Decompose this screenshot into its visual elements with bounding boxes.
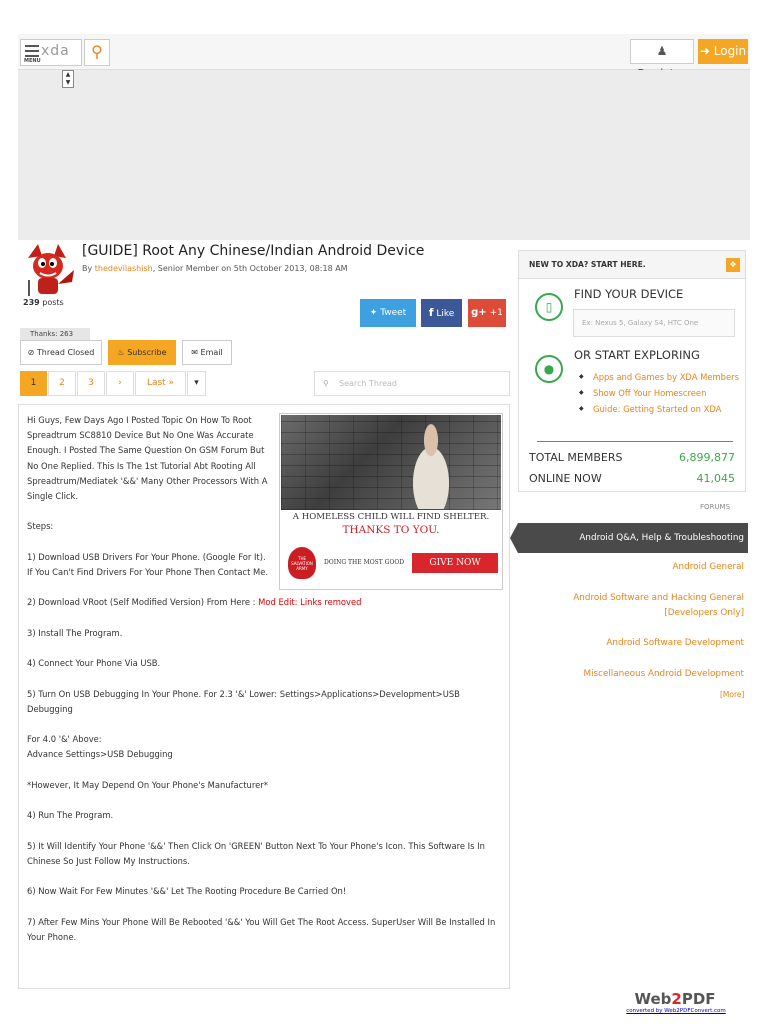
search-button[interactable] (84, 39, 110, 66)
more-forums-link[interactable]: [More] (720, 690, 745, 699)
page-1-button[interactable]: 1 (20, 371, 47, 396)
ad-headline: A HOMELESS CHILD WILL FIND SHELTER. (292, 512, 490, 522)
top-navigation-bar (18, 34, 750, 70)
ad-tagline: DOING THE MOST GOOD (324, 559, 405, 566)
explore-link-apps[interactable]: ◆ Apps and Games by XDA Members (579, 369, 739, 385)
thread-byline (82, 264, 348, 273)
thanks-count: Thanks: 263 (20, 328, 90, 340)
next-page-button[interactable]: › (106, 371, 134, 396)
web2pdf-link[interactable]: converted by Web2PDFConvert.com (626, 1008, 726, 1014)
thread-closed-label: Thread Closed (36, 348, 95, 357)
total-members-label: TOTAL MEMBERS (529, 451, 623, 464)
mod-edit-note: Mod Edit: Links removed (258, 597, 362, 608)
like-label: Like (436, 309, 455, 319)
ban-icon: ⊘ (27, 348, 35, 357)
forum-link-misc-development[interactable]: Miscellaneous Android Development (583, 669, 744, 679)
total-members-value: 6,899,877 (679, 451, 735, 464)
post-count (23, 298, 64, 307)
menu-button[interactable] (20, 39, 82, 66)
post-count-value: 239 (23, 298, 40, 307)
avatar[interactable] (20, 240, 78, 296)
forum-link-software-development[interactable]: Android Software Development (606, 638, 744, 648)
thread-title: [GUIDE] Root Any Chinese/Indian Android Device (82, 243, 425, 259)
new-to-xda-box (518, 250, 746, 492)
salvation-army-logo: THE SALVATION ARMY (288, 547, 316, 579)
google-plus-icon: g+ (471, 307, 487, 318)
byline-meta: , Senior Member on 5th October 2013, 08:18 AM (152, 264, 348, 273)
ad-subheadline: THANKS TO YOU. (342, 524, 440, 536)
email-label: Email (200, 348, 223, 357)
spinner-control[interactable]: ▲ ▼ (62, 70, 74, 88)
step-2 (27, 595, 503, 610)
sidebar-header (519, 251, 745, 279)
step-identify: 5) It Will Identify Your Phone '&&' Then Click On 'GREEN' Button Next To Your Phone's Icon. This Software Is In Chinese So Just Follow My Instructions. (27, 840, 485, 866)
post-body (18, 404, 510, 989)
page-3-button[interactable]: 3 (77, 371, 105, 396)
step-5-alt-heading: For 4.0 '&' Above: (27, 734, 102, 745)
sidebar-header-label: NEW TO XDA? START HERE. (529, 260, 646, 269)
forums-label: FORUMS (700, 503, 731, 511)
menu-label: MENU (24, 58, 41, 64)
thread-closed-button[interactable] (20, 340, 102, 365)
step-1: 1) Download USB Drivers For Your Phone. (Google For It). If You Can't Find Drivers For Your Phone Then Contact Me. (27, 551, 269, 577)
gplus-label: +1 (489, 308, 503, 318)
forum-active-item[interactable]: Android Q&A, Help & Troubleshooting (518, 523, 748, 553)
online-now-value: 41,045 (696, 472, 735, 485)
twitter-icon: ✦ (369, 308, 378, 318)
subscribe-button[interactable] (108, 340, 176, 365)
facebook-like-button[interactable] (421, 299, 462, 327)
web2pdf-logo[interactable] (628, 990, 722, 1008)
login-label: Login (713, 44, 747, 58)
explore-link-guide[interactable]: ◆ Guide: Getting Started on XDA (579, 401, 739, 417)
search-thread-placeholder: Search Thread (339, 379, 397, 388)
envelope-icon: ✉ (191, 348, 198, 357)
ad-photo (281, 415, 501, 510)
phone-icon: ▯ (535, 293, 563, 321)
forum-link-android-general[interactable]: Android General (672, 562, 744, 572)
forum-link-software-hacking[interactable]: Android Software and Hacking General [Developers Only] (573, 593, 744, 618)
device-search-placeholder: Ex: Nexus 5, Galaxy S4, HTC One (582, 319, 699, 327)
page-2-button[interactable]: 2 (48, 371, 76, 396)
facebook-icon: f (428, 306, 434, 319)
explore-title: OR START EXPLORING (574, 348, 700, 362)
bell-icon: ♨ (117, 348, 125, 357)
xda-logo: xda (41, 43, 70, 59)
web2pdf-logo-a: Web (634, 990, 672, 1008)
search-thread-input[interactable] (314, 371, 510, 396)
step-wait: 6) Now Wait For Few Minutes '&&' Let The Rooting Procedure Be Carried On! (27, 886, 347, 897)
user-icon: ♟ (656, 44, 668, 58)
post-intro: Hi Guys, Few Days Ago I Posted Topic On How To Root Spreadtrum SC8810 Device But No One Was Accurate Enough. I Posted The Same Question On GSM Forum But No One Replied. This Is The 1st Tutorial Abt Rooting All Spreadtrum/Mediatek '&&' Many Other Processors With A Single Click. (27, 415, 268, 502)
step-2-text: 2) Download VRoot (Self Modified Version) From Here : (27, 597, 259, 608)
manufacturer-note: *However, It May Depend On Your Phone's Manufacturer* (27, 779, 268, 790)
ad-banner-area (18, 70, 750, 240)
explore-links (579, 369, 739, 417)
last-page-button[interactable]: Last » (135, 371, 186, 396)
give-now-button[interactable]: GIVE NOW (412, 553, 498, 573)
step-5: 5) Turn On USB Debugging In Your Phone. For 2.3 '&' Lower: Settings>Applications>Development>USB Debugging (27, 688, 460, 714)
step-3: 3) Install The Program. (27, 627, 123, 638)
subscribe-label: Subscribe (127, 348, 167, 357)
login-icon: ➜ (699, 44, 710, 58)
tweet-button[interactable] (360, 299, 416, 327)
step-reboot: 7) After Few Mins Your Phone Will Be Rebooted '&&' You Will Get The Root Access. SuperUser Will Be Installed In Your Phone. (27, 916, 496, 942)
device-search-input[interactable] (573, 309, 735, 337)
salvation-army-ad[interactable] (279, 413, 503, 590)
login-button[interactable] (698, 39, 748, 64)
online-now-label: ONLINE NOW (529, 472, 602, 485)
search-icon: ⚲ (323, 379, 329, 388)
explore-link-homescreen[interactable]: ◆ Show Off Your Homescreen (579, 385, 739, 401)
find-device-title: FIND YOUR DEVICE (574, 287, 684, 301)
search-icon: ⚲ (91, 42, 103, 61)
sidebar-divider (537, 441, 733, 442)
post-count-label: posts (42, 298, 64, 307)
web2pdf-logo-c: PDF (681, 990, 716, 1008)
google-plus-button[interactable] (468, 299, 506, 327)
steps-heading: Steps: (27, 521, 54, 532)
pin-icon[interactable]: ❖ (726, 258, 740, 272)
tweet-label: Tweet (380, 308, 407, 318)
lightbulb-icon: ● (535, 355, 563, 383)
byline-prefix: By (82, 264, 93, 273)
register-button[interactable] (630, 39, 694, 64)
email-button[interactable] (182, 340, 232, 365)
page-dropdown-button[interactable]: ▾ (187, 371, 206, 396)
author-link[interactable]: thedevilashish (94, 264, 153, 273)
web2pdf-logo-b: 2 (671, 990, 682, 1008)
step-5-alt-path: Advance Settings>USB Debugging (27, 749, 173, 760)
step-run: 4) Run The Program. (27, 810, 114, 821)
step-4: 4) Connect Your Phone Via USB. (27, 658, 161, 669)
